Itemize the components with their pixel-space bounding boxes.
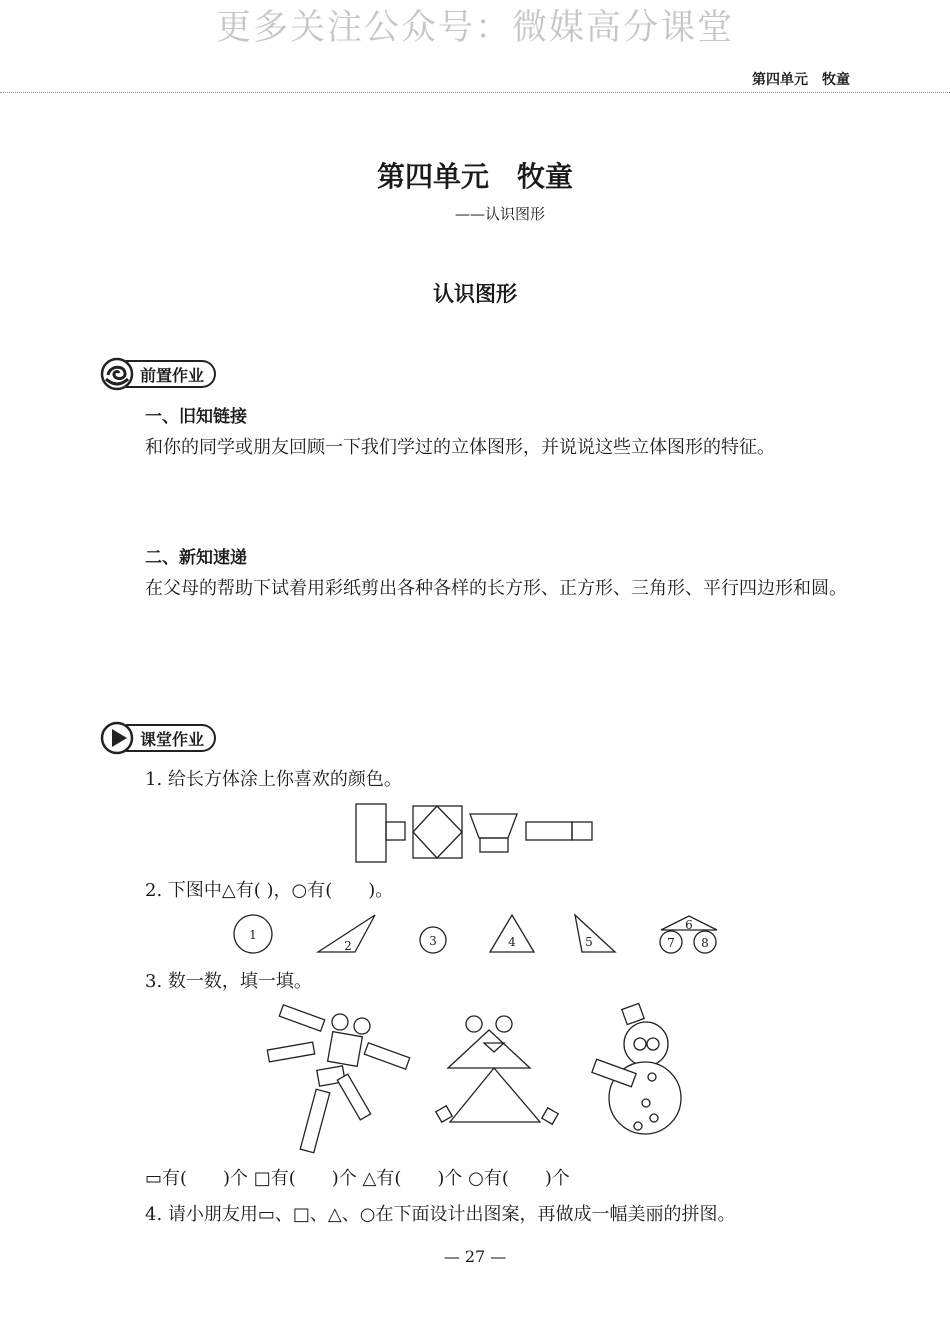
swirl-icon: [100, 357, 134, 391]
numbered-shapes-figure: [225, 910, 725, 960]
triangle-figure: [436, 1016, 558, 1124]
lesson-title: 认识图形: [433, 282, 517, 306]
page-number: — 27 —: [443, 1247, 507, 1266]
class-homework-badge: [100, 723, 216, 753]
part1-text: 和你的同学或朋友回顾一下我们学过的立体图形，并说说这些立体图形的特征。: [145, 437, 775, 458]
label-8: 8: [701, 936, 709, 950]
question-2: 2. 下图中△有( )，○有( )。: [145, 880, 394, 901]
part2-text: 在父母的帮助下试着用彩纸剪出各种各样的长方形、正方形、三角形、平行四边形和圆。: [145, 578, 847, 599]
pre-homework-label: 前置作业: [126, 360, 216, 388]
rectangle-figure: [267, 1005, 409, 1153]
net-end-square: [572, 822, 592, 840]
play-icon: [100, 721, 134, 755]
net-trapezoid: [470, 814, 517, 838]
question-3-answer-line: ▭有( )个 □有( )个 △有( )个 ○有( )个: [145, 1168, 570, 1189]
question-3: 3. 数一数，填一填。: [145, 971, 312, 992]
cuboid-net-figure: [350, 798, 600, 866]
net-long-rect: [526, 822, 572, 840]
part2-heading: 二、新知速递: [145, 548, 247, 568]
net-small-square: [386, 822, 405, 840]
net-inner-diamond: [413, 806, 462, 858]
label-7: 7: [667, 936, 675, 950]
part1-heading: 一、旧知链接: [145, 407, 247, 427]
label-5: 5: [585, 935, 593, 949]
circle-figure: [592, 1003, 681, 1134]
label-6: 6: [685, 918, 693, 932]
net-square: [413, 806, 462, 858]
page-subtitle: ——认识图形: [454, 205, 545, 223]
label-4: 4: [508, 935, 516, 949]
label-1: 1: [249, 928, 257, 942]
composite-figures: [260, 1000, 700, 1155]
class-homework-label: 课堂作业: [126, 724, 216, 752]
running-head: 第四单元 牧童: [752, 72, 850, 88]
watermark: 更多关注公众号：微媒高分课堂: [215, 8, 734, 48]
net-tall-rect: [356, 804, 386, 862]
question-4: 4. 请小朋友用▭、□、△、○在下面设计出图案，再做成一幅美丽的拼图。: [145, 1204, 736, 1225]
label-3: 3: [429, 934, 437, 948]
page-title: 第四单元 牧童: [376, 160, 573, 193]
pre-homework-badge: [100, 359, 216, 389]
question-1: 1. 给长方体涂上你喜欢的颜色。: [145, 769, 402, 790]
net-trapezoid-base: [480, 838, 508, 852]
shape-5-triangle: [575, 915, 615, 952]
header-rule: [0, 92, 950, 93]
label-2: 2: [344, 939, 352, 953]
